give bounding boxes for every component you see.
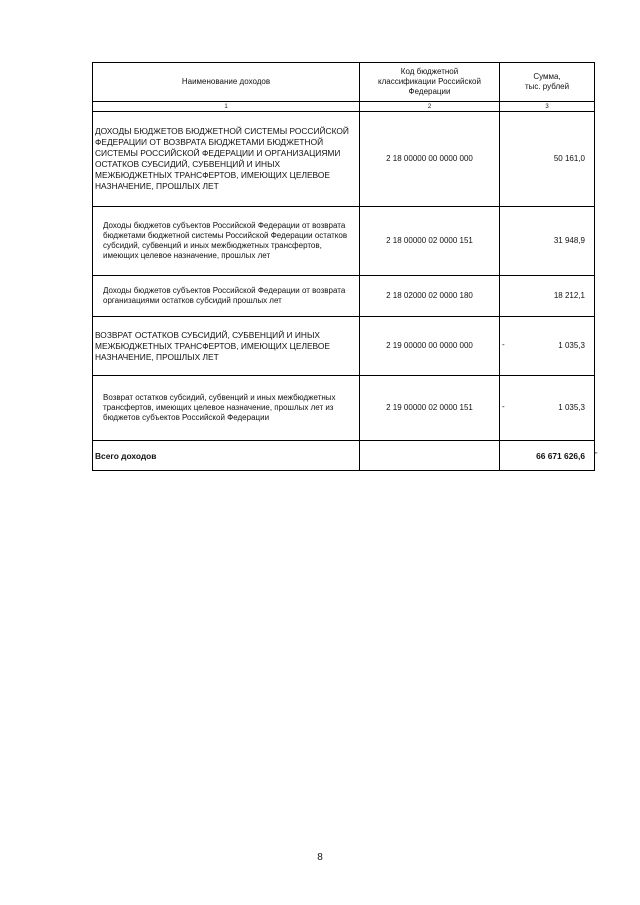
header-name <box>93 63 360 102</box>
header-code-line3: Федерации <box>408 87 451 96</box>
table-row <box>93 317 595 376</box>
row-amount-value: 31 948,9 <box>553 236 585 245</box>
total-amount: 66 671 626,6 <box>500 441 595 471</box>
table-row <box>93 276 595 317</box>
table-header-row <box>93 63 595 102</box>
row-name: Доходы бюджетов субъектов Российской Федерации от возврата организациями остатков субсидий прошлых лет <box>93 276 360 317</box>
header-code <box>360 63 500 102</box>
table-row <box>93 207 595 276</box>
row-code: 2 19 00000 00 0000 000 <box>360 317 500 376</box>
row-amount-value: 50 161,0 <box>553 154 585 163</box>
header-code-line2: классификации Российской <box>378 77 481 86</box>
header-amount-line2: тыс. рублей <box>524 82 570 91</box>
row-code: 2 18 00000 00 0000 000 <box>360 112 500 207</box>
row-amount <box>500 112 595 207</box>
row-amount <box>500 276 595 317</box>
row-amount-value: 18 212,1 <box>553 291 585 300</box>
row-name: Возврат остатков субсидий, субвенций и иных межбюджетных трансфертов, имеющих целевое назначение, прошлых лет из бюджетов субъектов Российской Федерации <box>93 376 360 441</box>
row-amount <box>500 317 595 376</box>
header-amount <box>500 63 595 102</box>
column-number-row <box>93 102 595 112</box>
page-number: 8 <box>317 852 323 863</box>
column-number-3: 3 <box>500 102 595 112</box>
revenue-table <box>92 62 595 471</box>
total-code <box>360 441 500 471</box>
header-name-text: Наименование доходов <box>181 77 271 86</box>
row-code: 2 18 00000 02 0000 151 <box>360 207 500 276</box>
table-row <box>93 376 595 441</box>
column-number-1: 1 <box>93 102 360 112</box>
total-label: Всего доходов <box>93 441 360 471</box>
row-amount <box>500 376 595 441</box>
row-sign: - <box>502 402 505 411</box>
row-code: 2 19 00000 02 0000 151 <box>360 376 500 441</box>
row-name: ДОХОДЫ БЮДЖЕТОВ БЮДЖЕТНОЙ СИСТЕМЫ РОССИЙСКОЙ ФЕДЕРАЦИИ ОТ ВОЗВРАТА БЮДЖЕТАМИ БЮДЖЕТНОЙ СИСТЕМЫ РОССИЙСКОЙ ФЕДЕРАЦИИ И ОРГАНИЗАЦИЯМИ ОСТАТКОВ СУБСИДИЙ, СУБВЕНЦИЙ И ИНЫХ МЕЖБЮДЖЕТНЫХ ТРАНСФЕРТОВ, ИМЕЮЩИХ ЦЕЛЕВОЕ НАЗНАЧЕНИЕ, ПРОШЛЫХ ЛЕТ <box>93 112 360 207</box>
column-number-2: 2 <box>360 102 500 112</box>
row-amount-value: 1 035,3 <box>558 341 585 350</box>
row-sign: - <box>502 340 505 349</box>
row-amount <box>500 207 595 276</box>
header-amount-line1: Сумма, <box>533 72 561 81</box>
row-amount-value: 1 035,3 <box>558 403 585 412</box>
row-code: 2 18 02000 02 0000 180 <box>360 276 500 317</box>
closing-quote: " <box>595 452 598 459</box>
row-name: ВОЗВРАТ ОСТАТКОВ СУБСИДИЙ, СУБВЕНЦИЙ И ИНЫХ МЕЖБЮДЖЕТНЫХ ТРАНСФЕРТОВ, ИМЕЮЩИХ ЦЕЛЕВОЕ НАЗНАЧЕНИЕ, ПРОШЛЫХ ЛЕТ <box>93 317 360 376</box>
total-row <box>93 441 595 471</box>
header-code-line1: Код бюджетной <box>400 67 459 76</box>
table-row <box>93 112 595 207</box>
row-name: Доходы бюджетов субъектов Российской Федерации от возврата бюджетами бюджетной системы Российской Федерации остатков субсидий, субвенций и иных межбюджетных трансфертов, имеющих целевое назначение, прошлых лет <box>93 207 360 276</box>
